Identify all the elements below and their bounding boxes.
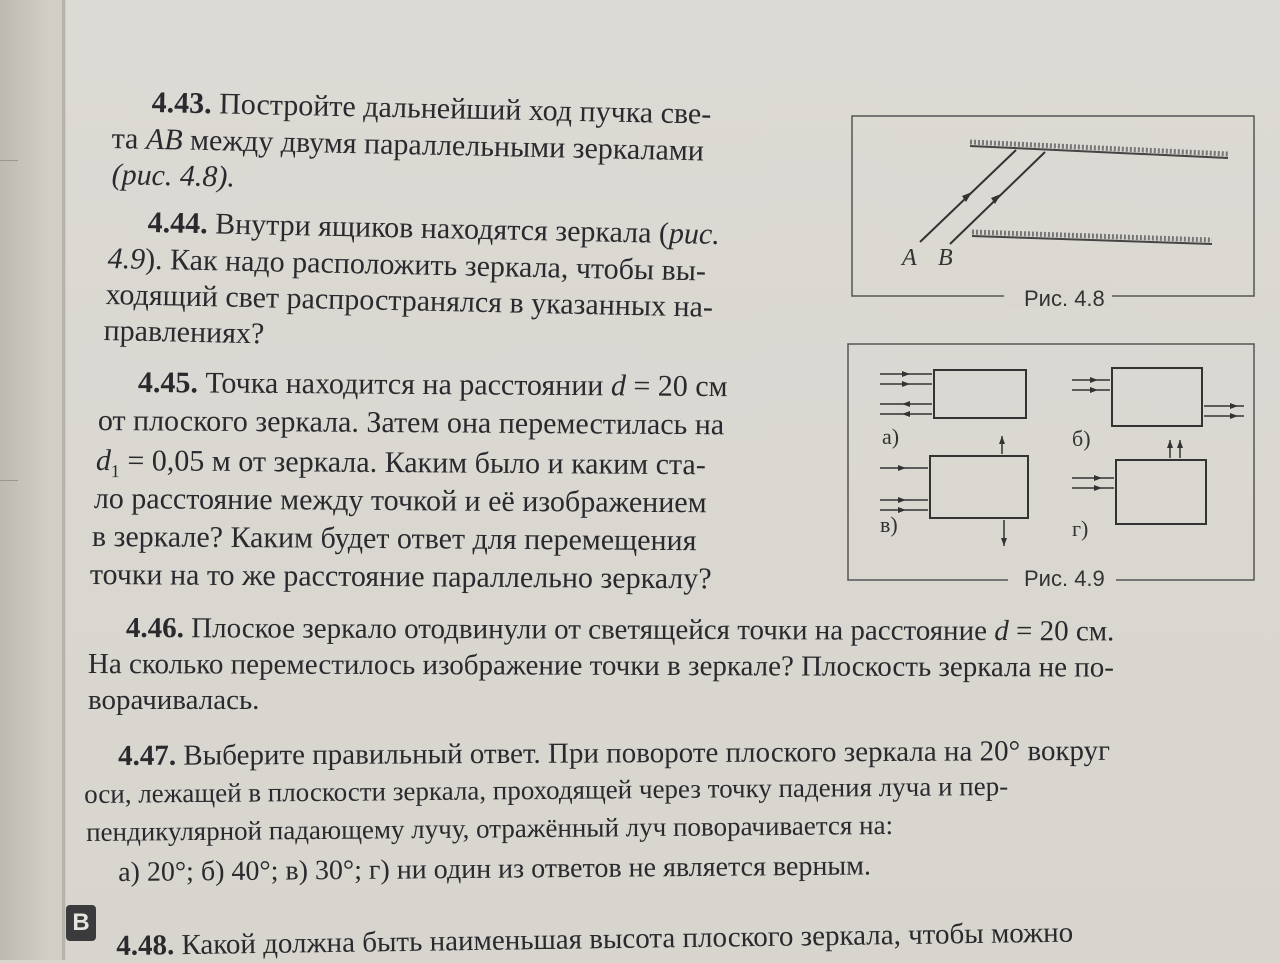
problem-number: 4.45. [137, 366, 198, 400]
problem-4-46-line-2: На сколько переместилось изображение точки в зеркале? Плоскость зеркала не по- [87, 648, 1115, 684]
problem-4-44-line-1: 4.44. Внутри ящиков находятся зеркала (рис. [147, 206, 721, 251]
label-b: B [938, 245, 953, 271]
box-g [1072, 440, 1206, 541]
problem-4-44-line-4: правлениях? [103, 314, 265, 351]
box-a [880, 370, 1026, 449]
problem-4-43-line-1: 4.43. Постройте дальнейший ход пучка све- [151, 86, 712, 131]
problem-number: 4.44. [147, 206, 208, 241]
figure-4-9 [840, 340, 1260, 592]
label-v-box: в) [880, 512, 898, 537]
problem-number: 4.48. [116, 929, 175, 962]
problem-4-47-line-2: оси, лежащей в плоскости зеркала, проходящей через точку падения луча и пер- [84, 770, 1009, 809]
problem-4-45-line-5: в зеркале? Каким будет ответ для перемещения [91, 520, 697, 558]
box-b [1072, 368, 1244, 451]
figure-4-9-frame [848, 344, 1254, 580]
label-a-box: а) [882, 424, 900, 449]
problem-4-45-line-1: 4.45. Точка находится на расстоянии d = 20 см [137, 366, 728, 404]
level-badge-icon: В [66, 905, 96, 941]
page-fold-shadow [62, 0, 65, 960]
problem-4-45-line-3: $d_1 = 0,05$ м от зеркала. Каким было и каким ста- [95, 444, 706, 482]
problem-4-48-line-1: 4.48. Какой должна быть наименьшая высота плоского зеркала, чтобы можно [116, 916, 1074, 962]
problem-4-43-line-2: та AB между двумя параллельными зеркалами [111, 122, 705, 168]
figure-4-8-caption: Рис. 4.8 [1024, 286, 1105, 311]
label-a: A [902, 245, 917, 271]
problem-4-43-line-3: (рис. 4.8). [111, 158, 236, 194]
problem-4-44-line-2: 4.9). Как надо расположить зеркала, чтобы вы- [107, 242, 707, 288]
problem-number: 4.43. [151, 86, 212, 121]
box-v [880, 436, 1028, 546]
problem-4-47-line-1: 4.47. Выберите правильный ответ. При повороте плоского зеркала на 20° вокруг [118, 734, 1111, 772]
problem-4-47-answers: а) 20°; б) 40°; в) 30°; г) ни один из ответов не является верным. [118, 850, 872, 888]
problem-4-45-line-2: от плоского зеркала. Затем она переместилась на [97, 404, 725, 442]
problem-4-45-line-6: точки на то же расстояние параллельно зеркалу? [89, 558, 712, 596]
problem-4-44-line-3: ходящий свет распространялся в указанных на- [105, 278, 714, 324]
problem-4-47-line-3: пендикулярной падающему лучу, отражённый луч поворачивается на: [86, 809, 894, 847]
label-b-box: б) [1072, 426, 1091, 451]
problem-4-46-line-3: ворачивалась. [88, 684, 260, 716]
bottom-mirror [972, 232, 1212, 244]
figure-4-9-caption: Рис. 4.9 [1024, 566, 1105, 591]
problem-4-45-line-4: ло расстояние между точкой и её изображением [93, 482, 707, 520]
problem-number: 4.46. [125, 612, 184, 645]
top-mirror [970, 142, 1228, 158]
light-beam-ab [920, 150, 1045, 244]
problem-4-46-line-1: 4.46. Плоское зеркало отодвинули от светящейся точки на расстояние d = 20 см. [125, 612, 1115, 648]
problem-number: 4.47. [118, 739, 177, 772]
label-g-box: г) [1072, 516, 1089, 541]
